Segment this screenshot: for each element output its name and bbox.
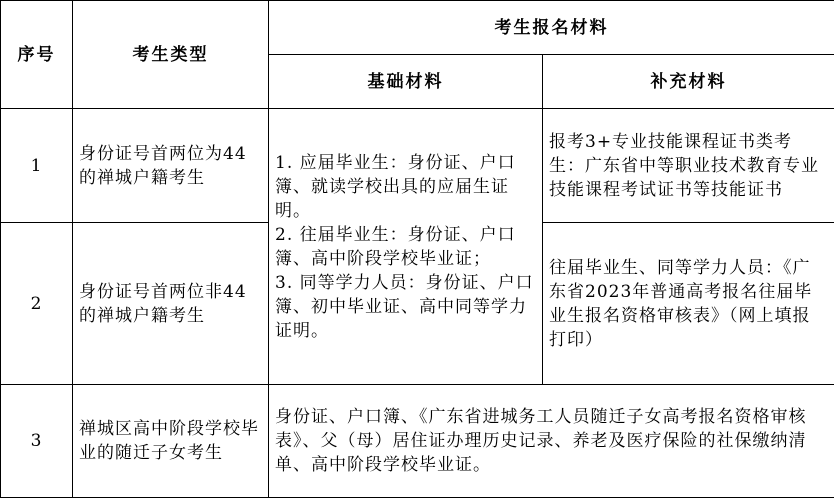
row-idx: 1 <box>1 109 73 223</box>
row-type: 禅城区高中阶段学校毕业的随迁子女考生 <box>73 385 269 498</box>
row-extra: 报考3+专业技能课程证书类考生：广东省中等职业技术教育专业技能课程考试证书等技能证书 <box>543 109 834 223</box>
header-extra: 补充材料 <box>543 55 834 109</box>
header-idx: 序号 <box>1 1 73 109</box>
row-combined-materials: 身份证、户口簿、《广东省进城务工人员随迁子女高考报名资格审核表》、父（母）居住证办理历史记录、养老及医疗保险的社保缴纳清单、高中阶段学校毕业证。 <box>269 385 834 498</box>
table-row <box>1 109 834 223</box>
row-type: 身份证号首两位非44的禅城户籍考生 <box>73 223 269 385</box>
table-row <box>1 385 834 498</box>
base-item: 1. 应届毕业生：身份证、户口簿、就读学校出具的应届生证明。 <box>275 151 536 223</box>
header-base: 基础材料 <box>269 55 543 109</box>
header-materials: 考生报名材料 <box>269 1 834 55</box>
base-materials <box>269 109 543 385</box>
base-item: 3. 同等学力人员：身份证、户口簿、初中毕业证、高中同等学力证明。 <box>275 271 536 343</box>
row-type: 身份证号首两位为44的禅城户籍考生 <box>73 109 269 223</box>
row-idx: 3 <box>1 385 73 498</box>
row-extra: 往届毕业生、同等学力人员：《广东省2023年普通高考报名往届毕业生报名资格审核表》（网上填报打印） <box>543 223 834 385</box>
row-idx: 2 <box>1 223 73 385</box>
base-item: 2. 往届毕业生：身份证、户口簿、高中阶段学校毕业证； <box>275 223 536 271</box>
header-type: 考生类型 <box>73 1 269 109</box>
